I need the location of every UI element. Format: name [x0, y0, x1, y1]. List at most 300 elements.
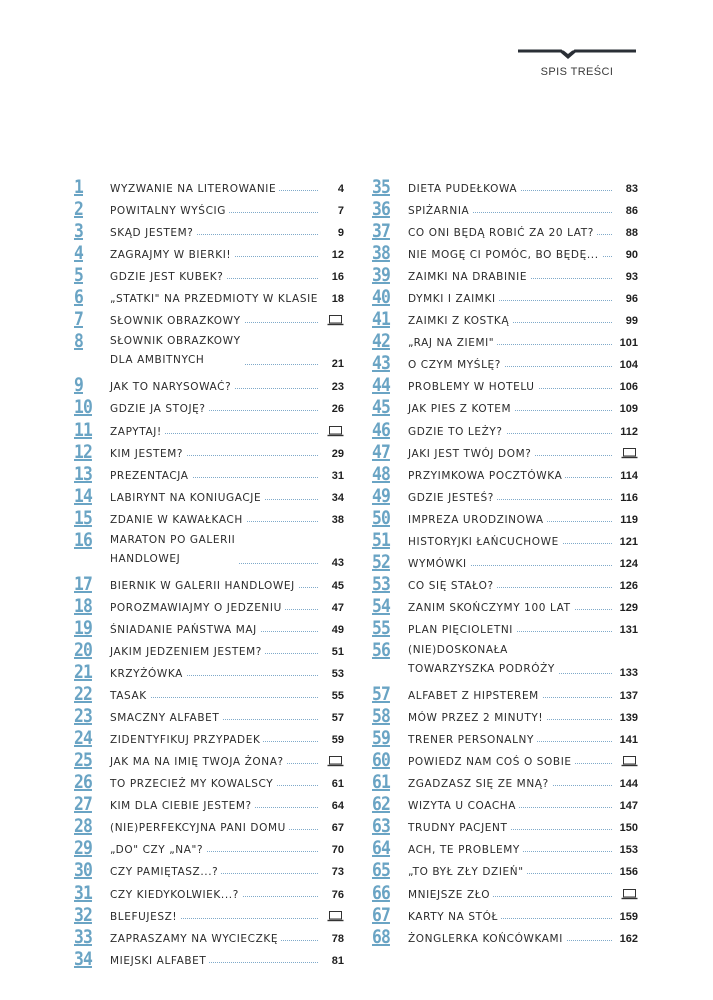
toc-entry — [74, 308, 344, 330]
chapter-number: 22 — [74, 683, 92, 706]
toc-entry — [372, 683, 638, 705]
chapter-title-line: ŻONGLERKA KOŃCÓWKAMI — [408, 932, 563, 945]
page-number: 29 — [330, 445, 344, 463]
chapter-title — [408, 378, 538, 396]
toc-entry — [372, 220, 638, 242]
chapter-title-line: „DO" CZY „NA"? — [110, 844, 204, 857]
book-ornament-icon — [517, 45, 637, 61]
chapter-number: 48 — [372, 462, 390, 485]
page-number: 86 — [624, 202, 638, 220]
chapter-number: 37 — [372, 220, 390, 243]
toc-entry — [74, 705, 344, 727]
chapter-number: 67 — [372, 903, 390, 926]
page-number: 88 — [624, 224, 638, 242]
chapter-title-line: ŚNIADANIE PAŃSTWA MAJ — [110, 623, 257, 636]
chapter-title-line: SMACZNY ALFABET — [110, 712, 220, 725]
chapter-title — [110, 246, 234, 264]
chapter-number: 9 — [74, 374, 83, 397]
toc-entry — [372, 639, 638, 683]
chapter-title — [408, 621, 516, 639]
page-number: 70 — [330, 841, 344, 859]
chapter-title — [408, 224, 597, 242]
toc-entry — [372, 286, 638, 308]
page-number: 76 — [330, 886, 344, 904]
page-number: 49 — [330, 621, 344, 639]
chapter-number: 21 — [74, 661, 92, 684]
toc-entry — [74, 595, 344, 617]
page-number: 96 — [624, 290, 638, 308]
toc-entry — [372, 308, 638, 330]
page-number: 59 — [330, 731, 344, 749]
chapter-title — [110, 731, 263, 749]
toc-entry — [372, 463, 638, 485]
chapter-title-line: KARTY NA STÓŁ — [408, 910, 499, 923]
chapter-title — [408, 930, 566, 948]
chapter-number: 46 — [372, 418, 390, 441]
page-number: 64 — [330, 797, 344, 815]
chapter-number: 41 — [372, 308, 390, 331]
chapter-title-line: ZAIMKI NA DRABINIE — [408, 271, 528, 284]
toc-entry — [372, 330, 638, 352]
chapter-title — [408, 334, 497, 352]
chapter-title — [408, 489, 497, 507]
chapter-number: 35 — [372, 176, 390, 198]
chapter-title — [408, 268, 530, 286]
chapter-title — [408, 577, 497, 595]
page-number: 144 — [618, 775, 638, 793]
chapter-title — [408, 555, 470, 573]
chapter-number: 52 — [372, 550, 390, 573]
chapter-number: 8 — [74, 330, 83, 353]
chapter-title — [110, 423, 165, 441]
chapter-title-line: MNIEJSZE ZŁO — [408, 888, 491, 901]
chapter-number: 66 — [372, 881, 390, 904]
chapter-number: 32 — [74, 903, 92, 926]
chapter-number: 55 — [372, 616, 390, 639]
chapter-title-line: JAKI JEST TWÓJ DOM? — [408, 447, 532, 460]
chapter-title-line: O CZYM MYŚLĘ? — [408, 359, 501, 372]
toc-entry — [74, 639, 344, 661]
chapter-number: 27 — [74, 793, 92, 816]
toc-entry — [74, 198, 344, 220]
chapter-title-line: PRZYIMKOWA POCZTÓWKA — [408, 469, 563, 482]
page-number: 61 — [330, 775, 344, 793]
page-number: 16 — [330, 268, 344, 286]
page-number: 18 — [330, 290, 344, 308]
page-number: 43 — [330, 554, 344, 572]
chapter-title — [408, 445, 534, 463]
page-number: 133 — [618, 664, 638, 682]
toc-entry — [74, 882, 344, 904]
chapter-title-line: JAK MA NA IMIĘ TWOJA ŻONA? — [110, 756, 284, 769]
chapter-number: 7 — [74, 308, 83, 331]
chapter-number: 33 — [74, 925, 92, 948]
chapter-title — [110, 687, 150, 705]
page-number: 121 — [618, 533, 638, 551]
toc-entry — [372, 264, 638, 286]
page-number: 93 — [624, 268, 638, 286]
chapter-title — [110, 180, 279, 198]
chapter-number: 14 — [74, 484, 92, 507]
toc-entry — [372, 529, 638, 551]
chapter-title-line: WIZYTA U COACHA — [408, 800, 517, 813]
chapter-title-line: NIE MOGĘ CI POMÓC, BO BĘDĘ... — [408, 249, 599, 262]
chapter-title — [408, 863, 527, 881]
chapter-title-line: GDZIE TO LEŻY? — [408, 425, 503, 438]
chapter-title-line: PREZENTACJA — [110, 469, 189, 482]
toc-column-right — [372, 176, 638, 948]
chapter-title-line: TASAK — [110, 690, 147, 703]
chapter-title-line: WYZWANIE NA LITEROWANIE — [110, 183, 277, 195]
chapter-title-line: BIERNIK W GALERII HANDLOWEJ — [110, 579, 295, 592]
chapter-title — [110, 224, 196, 242]
chapter-title — [110, 665, 186, 683]
chapter-title-line: ZAPRASZAMY NA WYCIECZKĘ — [110, 932, 279, 945]
chapter-number: 68 — [372, 925, 390, 948]
toc-entry — [74, 264, 344, 286]
toc-entry — [372, 727, 638, 749]
chapter-title — [110, 467, 192, 485]
chapter-number: 11 — [74, 418, 92, 441]
laptop-icon — [621, 889, 638, 900]
page-number: 104 — [618, 356, 638, 374]
chapter-number: 65 — [372, 859, 390, 882]
toc-entry — [74, 793, 344, 815]
chapter-title — [110, 643, 265, 661]
chapter-title — [408, 709, 546, 727]
chapter-title-line: „TO BYŁ ZŁY DZIEŃ" — [408, 866, 524, 879]
chapter-title-line: ALFABET Z HIPSTEREM — [408, 690, 539, 703]
chapter-number: 13 — [74, 462, 92, 485]
toc-entry — [372, 198, 638, 220]
chapter-number: 29 — [74, 837, 92, 860]
chapter-number: 12 — [74, 440, 92, 463]
chapter-number: 23 — [74, 705, 92, 728]
page-number: 4 — [336, 180, 344, 198]
chapter-title-line: DLA AMBITNYCH — [110, 354, 205, 367]
chapter-title-line: POROZMAWIAJMY O JEDZENIU — [110, 601, 282, 614]
page-number: 73 — [330, 863, 344, 881]
page-number: 129 — [618, 599, 638, 617]
chapter-title — [408, 423, 506, 441]
toc-entry — [372, 705, 638, 727]
chapter-title — [408, 511, 547, 529]
toc-entry — [372, 352, 638, 374]
chapter-title — [408, 775, 552, 793]
chapter-number: 17 — [74, 572, 92, 595]
toc-entry — [74, 661, 344, 683]
chapter-title-line: KRZYŻÓWKA — [110, 668, 183, 681]
chapter-title — [110, 312, 244, 330]
toc-entry — [74, 242, 344, 264]
chapter-number: 3 — [74, 220, 83, 243]
chapter-number: 45 — [372, 396, 390, 419]
chapter-number: 59 — [372, 727, 390, 750]
page-number: 162 — [618, 930, 638, 948]
chapter-number: 63 — [372, 815, 390, 838]
laptop-icon — [327, 315, 344, 326]
chapter-title-line: JAKIM JEDZENIEM JESTEM? — [110, 645, 262, 658]
chapter-title — [408, 753, 575, 771]
chapter-number: 1 — [74, 176, 83, 198]
page-number: 153 — [618, 841, 638, 859]
toc-entry — [74, 485, 344, 507]
chapter-title-line: BLEFUJESZ! — [110, 910, 178, 923]
chapter-title — [408, 886, 493, 904]
chapter-title — [110, 531, 238, 569]
page-number: 51 — [330, 643, 344, 661]
chapter-title — [110, 511, 246, 529]
chapter-title-line: (NIE)DOSKONAŁA — [408, 643, 508, 656]
toc-entry — [74, 904, 344, 926]
toc-entry — [372, 793, 638, 815]
toc-entry — [74, 683, 344, 705]
chapter-title-line: JAK PIES Z KOTEM — [408, 403, 512, 416]
page-number: 38 — [330, 511, 344, 529]
page-number: 90 — [624, 246, 638, 264]
chapter-title-line: TOWARZYSZKA PODRÓŻY — [408, 662, 555, 675]
toc-entry — [372, 595, 638, 617]
chapter-title — [408, 290, 499, 308]
chapter-number: 57 — [372, 683, 390, 706]
page-number: 159 — [618, 908, 638, 926]
page-number: 23 — [330, 378, 344, 396]
page-number: 83 — [624, 180, 638, 198]
chapter-number: 56 — [372, 638, 390, 661]
chapter-number: 36 — [372, 198, 390, 221]
chapter-title-line: TRENER PERSONALNY — [408, 734, 535, 747]
chapter-title-line: DYMKI I ZAIMKI — [408, 293, 496, 306]
page-number: 112 — [618, 423, 638, 441]
chapter-title — [408, 312, 512, 330]
chapter-title — [408, 180, 520, 198]
chapter-number: 53 — [372, 572, 390, 595]
page-number: 119 — [618, 511, 638, 529]
chapter-number: 15 — [74, 506, 92, 529]
chapter-title-line: CO SIĘ STAŁO? — [408, 579, 494, 592]
toc-entry — [74, 529, 344, 573]
chapter-number: 28 — [74, 815, 92, 838]
page-number: 106 — [618, 378, 638, 396]
toc-entry — [74, 220, 344, 242]
chapter-title — [408, 467, 565, 485]
chapter-title — [110, 709, 222, 727]
toc-entry — [74, 617, 344, 639]
toc-entry — [372, 815, 638, 837]
chapter-title-line: LABIRYNT NA KONIUGACJE — [110, 491, 262, 504]
chapter-title — [110, 753, 287, 771]
chapter-title-line: POWIEDZ NAM COŚ O SOBIE — [408, 756, 572, 769]
chapter-title — [110, 599, 285, 617]
page-number: 7 — [336, 202, 344, 220]
chapter-number: 5 — [74, 264, 83, 287]
toc-entry — [74, 286, 344, 308]
chapter-number: 26 — [74, 771, 92, 794]
chapter-title — [110, 400, 209, 418]
page-number: 124 — [618, 555, 638, 573]
toc-entry — [74, 771, 344, 793]
toc-entry — [372, 573, 638, 595]
chapter-title — [110, 930, 281, 948]
chapter-title-line: SŁOWNIK OBRAZKOWY — [110, 335, 241, 348]
chapter-title-line: HANDLOWEJ — [110, 552, 181, 565]
chapter-title-line: POWITALNY WYŚCIG — [110, 205, 226, 218]
chapter-number: 20 — [74, 638, 92, 661]
chapter-title-line: (NIE)PERFEKCYJNA PANI DOMU — [110, 822, 286, 835]
chapter-number: 39 — [372, 264, 390, 287]
page-number: 116 — [618, 489, 638, 507]
laptop-icon — [621, 756, 638, 767]
chapter-number: 42 — [372, 330, 390, 353]
page-number: 78 — [330, 930, 344, 948]
chapter-number: 43 — [372, 352, 390, 375]
chapter-number: 30 — [74, 859, 92, 882]
chapter-number: 49 — [372, 484, 390, 507]
page-number: 34 — [330, 489, 344, 507]
page-number: 156 — [618, 863, 638, 881]
chapter-title-line: CO ONI BĘDĄ ROBIĆ ZA 20 LAT? — [408, 227, 594, 240]
laptop-icon — [327, 426, 344, 437]
chapter-title — [110, 202, 229, 220]
toc-entry — [372, 419, 638, 441]
toc-entry — [372, 374, 638, 396]
chapter-number: 24 — [74, 727, 92, 750]
toc-entry — [74, 374, 344, 396]
page-number: 101 — [618, 334, 638, 352]
chapter-title — [408, 908, 501, 926]
chapter-title-line: PROBLEMY W HOTELU — [408, 381, 535, 394]
chapter-title-line: ZAGRAJMY W BIERKI! — [110, 249, 232, 262]
toc-entry — [74, 441, 344, 463]
toc-entry — [74, 926, 344, 948]
chapter-number: 25 — [74, 749, 92, 772]
toc-entry — [74, 419, 344, 441]
toc-entry — [372, 837, 638, 859]
chapter-title-line: KIM DLA CIEBIE JESTEM? — [110, 800, 252, 813]
toc-entry — [74, 948, 344, 970]
page-number: 81 — [330, 952, 344, 970]
chapter-title-line: MARATON PO GALERII — [110, 533, 236, 546]
chapter-title-line: ZANIM SKOŃCZYMY 100 LAT — [408, 601, 571, 614]
toc-entry — [372, 507, 638, 529]
toc-entry — [74, 815, 344, 837]
chapter-title-line: ZIDENTYFIKUJ PRZYPADEK — [110, 734, 261, 747]
page-number: 26 — [330, 400, 344, 418]
chapter-title-line: IMPREZA URODZINOWA — [408, 513, 544, 526]
laptop-icon — [621, 448, 638, 459]
toc-entry — [74, 176, 344, 198]
chapter-title-line: SPIŻARNIA — [408, 205, 470, 218]
toc-entry — [74, 330, 344, 374]
toc-entry — [372, 859, 638, 881]
chapter-title-line: GDZIE JEST KUBEK? — [110, 271, 224, 284]
page-number: 150 — [618, 819, 638, 837]
chapter-title-line: CZY PAMIĘTASZ...? — [110, 866, 219, 879]
page-number: 12 — [330, 246, 344, 264]
chapter-title — [110, 445, 186, 463]
page-number: 139 — [618, 709, 638, 727]
chapter-title-line: „RAJ NA ZIEMI" — [408, 337, 495, 350]
chapter-title — [110, 489, 264, 507]
page-number: 53 — [330, 665, 344, 683]
chapter-number: 47 — [372, 440, 390, 463]
chapter-number: 40 — [372, 286, 390, 309]
chapter-title — [110, 268, 226, 286]
page-number: 99 — [624, 312, 638, 330]
chapter-title — [110, 577, 298, 595]
page-number: 55 — [330, 687, 344, 705]
chapter-title — [110, 819, 289, 837]
toc-entry — [372, 749, 638, 771]
chapter-title-line: CZY KIEDYKOLWIEK...? — [110, 888, 239, 901]
page-title: SPIS TREŚCI — [540, 66, 614, 78]
page-number: 21 — [330, 355, 344, 373]
page-number: 57 — [330, 709, 344, 727]
chapter-title-line: SKĄD JESTEM? — [110, 227, 194, 240]
chapter-title — [110, 290, 321, 308]
chapter-title — [408, 841, 523, 859]
chapter-number: 54 — [372, 594, 390, 617]
chapter-number: 19 — [74, 616, 92, 639]
chapter-number: 50 — [372, 506, 390, 529]
toc-entry — [372, 551, 638, 573]
toc-entry — [74, 727, 344, 749]
toc-entry — [74, 573, 344, 595]
toc-entry — [372, 242, 638, 264]
chapter-title-line: TRUDNY PACJENT — [408, 822, 508, 835]
chapter-title-line: ZDANIE W KAWAŁKACH — [110, 513, 243, 526]
chapter-title — [408, 641, 558, 679]
chapter-number: 61 — [372, 771, 390, 794]
chapter-title-line: ACH, TE PROBLEMY — [408, 844, 520, 857]
chapter-number: 62 — [372, 793, 390, 816]
chapter-title-line: TO PRZECIEŻ MY KOWALSCY — [110, 778, 274, 791]
chapter-number: 38 — [372, 242, 390, 265]
chapter-title — [110, 863, 221, 881]
chapter-title — [408, 687, 542, 705]
chapter-title-line: GDZIE JA STOJĘ? — [110, 403, 206, 416]
chapter-title — [110, 797, 255, 815]
chapter-title — [408, 797, 519, 815]
laptop-icon — [327, 756, 344, 767]
page-number: 137 — [618, 687, 638, 705]
chapter-title — [110, 775, 276, 793]
chapter-number: 6 — [74, 286, 83, 309]
laptop-icon — [327, 911, 344, 922]
chapter-title — [110, 952, 209, 970]
chapter-title — [408, 400, 514, 418]
page-number: 131 — [618, 621, 638, 639]
chapter-title-line: WYMÓWKI — [408, 557, 467, 570]
page-number: 31 — [330, 467, 344, 485]
page-number: 67 — [330, 819, 344, 837]
chapter-number: 34 — [74, 947, 92, 970]
chapter-number: 64 — [372, 837, 390, 860]
toc-entry — [74, 396, 344, 418]
chapter-number: 2 — [74, 198, 83, 221]
chapter-title — [110, 841, 206, 859]
chapter-number: 44 — [372, 374, 390, 397]
chapter-title-line: HISTORYJKI ŁAŃCUCHOWE — [408, 535, 559, 548]
toc-entry — [74, 507, 344, 529]
page-number: 114 — [618, 467, 638, 485]
chapter-title — [408, 533, 562, 551]
toc-entry — [372, 771, 638, 793]
page-number: 47 — [330, 599, 344, 617]
chapter-number: 10 — [74, 396, 92, 419]
toc-entry — [372, 926, 638, 948]
chapter-title — [110, 886, 242, 904]
